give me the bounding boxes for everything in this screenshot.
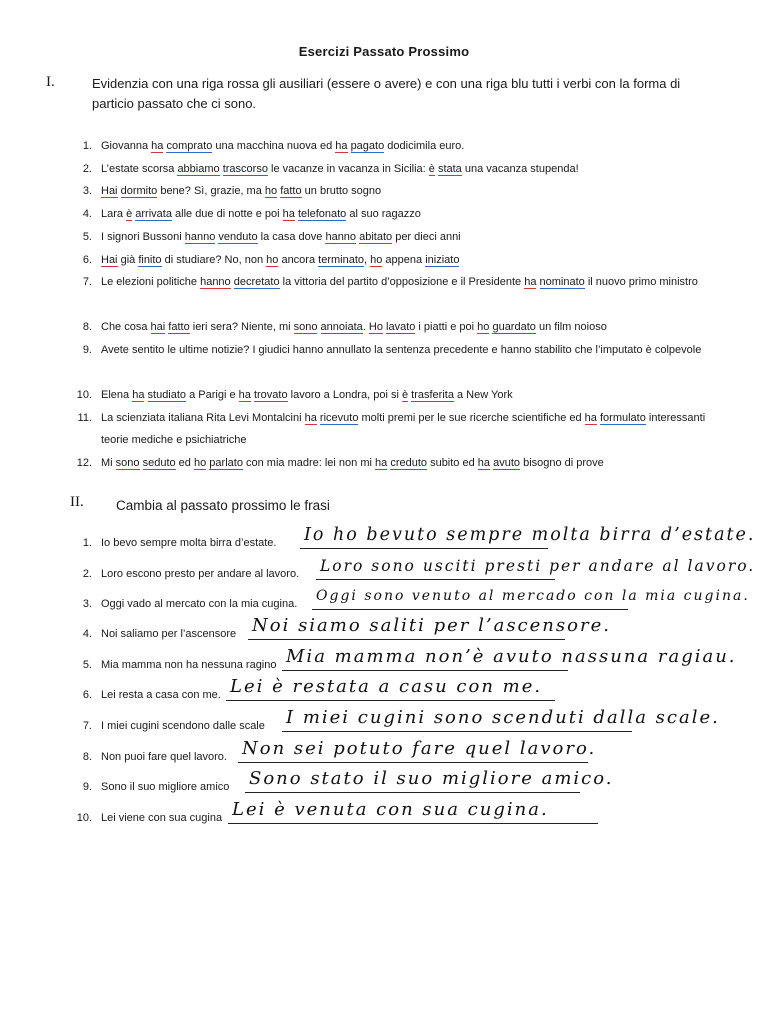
past-participle: dormito (120, 185, 158, 197)
past-participle: trovato (253, 389, 288, 401)
sentence-number: 8. (82, 321, 92, 333)
sentence-fragment (220, 163, 223, 175)
sentence-text (101, 226, 721, 248)
past-participle: ricevuto (319, 412, 359, 424)
auxiliary-verb: ho (370, 254, 383, 266)
handwritten-answer[interactable]: Sono stato il suo migliore amico. (249, 768, 614, 789)
sentence-number: 6. (82, 254, 92, 266)
answer-line (245, 792, 580, 793)
handwritten-answer[interactable]: Lei è venuta con sua cugina. (232, 799, 549, 820)
exercise-number: 9. (82, 781, 92, 793)
auxiliary-verb: ho (266, 254, 279, 266)
past-participle: finito (138, 254, 162, 266)
sentence-fragment: molti premi per le sue ricerche scientifiche ed (358, 412, 585, 424)
sentence-fragment: una macchina nuova ed (212, 140, 336, 152)
sentence-fragment: di studiare? No, non (161, 254, 267, 266)
exercise-item (0, 738, 768, 773)
past-participle: stata (437, 163, 462, 175)
sentence-fragment (387, 457, 390, 469)
auxiliary-verb: hai (150, 321, 166, 333)
exercise-item (0, 557, 768, 590)
exercise-number: 2. (82, 568, 92, 580)
sentence-text (101, 339, 721, 361)
exercise-number: 8. (82, 751, 92, 763)
sentence-fragment (163, 140, 166, 152)
sentence-fragment: . (362, 321, 369, 333)
exercise-prompt: Lei resta a casa con me. (101, 689, 221, 701)
exercise-prompt: Oggi vado al mercato con la mia cugina. (101, 598, 298, 610)
answer-line (312, 609, 628, 610)
exercise-prompt: I miei cugini scendono dalle scale (101, 720, 265, 732)
handwritten-answer[interactable]: Oggi sono venuto al mercado con la mia cugina. (316, 588, 750, 604)
past-participle: guardato (492, 321, 536, 333)
auxiliary-verb: abbiamo (177, 163, 220, 175)
auxiliary-verb: hanno (200, 276, 231, 288)
sentence-fragment: bene? Sì, grazie, ma (157, 185, 265, 197)
sentence-text (101, 203, 721, 225)
past-participle: fatto (168, 321, 190, 333)
handwritten-answer[interactable]: Non sei potuto fare quel lavoro. (242, 738, 597, 759)
handwritten-answer[interactable]: Mia mamma non’è avuto nassuna ragiau. (286, 646, 737, 667)
sentence-fragment: Elena (101, 389, 133, 401)
sentence-fragment: ieri sera? Niente, mi (189, 321, 294, 333)
past-participle: seduto (142, 457, 176, 469)
past-participle: iniziato (425, 254, 460, 266)
auxiliary-verb: Hai (101, 254, 118, 266)
sentence-fragment (165, 321, 168, 333)
exercise-prompt: Sono il suo migliore amico (101, 781, 230, 793)
sentence-number: 4. (82, 208, 92, 220)
sentence-fragment (317, 321, 320, 333)
sentence-number: 7. (82, 276, 92, 288)
sentence-number: 2. (82, 163, 92, 175)
sentence-fragment (317, 412, 320, 424)
sentence-fragment: a New York (453, 389, 513, 401)
sentence-fragment: con mia madre: lei non mi (242, 457, 375, 469)
answer-line (228, 823, 598, 824)
exercise-prompt: Mia mamma non ha nessuna ragino (101, 659, 277, 671)
exercise-prompt: Io bevo sempre molta birra d’estate. (101, 537, 277, 549)
answer-line (226, 700, 555, 701)
past-participle: pagato (350, 140, 385, 152)
sentence-text (101, 158, 721, 180)
sentence-fragment: bisogno di prove (520, 457, 604, 469)
sentence-fragment: la vittoria del partito d’opposizione e il Presidente (279, 276, 525, 288)
sentence-number: 12. (76, 457, 92, 469)
auxiliary-verb: ha (375, 457, 388, 469)
sentence-fragment (383, 321, 386, 333)
past-participle: venduto (218, 231, 258, 243)
sentence-text (101, 316, 721, 338)
sentence-fragment: ancora (278, 254, 319, 266)
exercise-number: 7. (82, 720, 92, 732)
past-participle: arrivata (135, 208, 172, 220)
sentence-fragment (536, 276, 539, 288)
sentence-fragment (132, 208, 135, 220)
past-participle: comprato (166, 140, 213, 152)
handwritten-answer[interactable]: Loro sono usciti presti per andare al lavoro. (320, 557, 756, 575)
sentence-fragment (144, 389, 147, 401)
section-1-instructions: Evidenzia con una riga rossa gli ausiliari (essere o avere) e con una riga blu tutti i verbi con la forma di particio passato che ci sono. (92, 76, 681, 111)
exercise-item (0, 646, 768, 681)
sentence-fragment: i piatti e poi (415, 321, 478, 333)
answer-line (282, 731, 632, 732)
auxiliary-verb: ha (151, 140, 164, 152)
sentence-fragment: appena (382, 254, 426, 266)
sentence-number: 10. (76, 389, 92, 401)
auxiliary-verb: è (428, 163, 435, 175)
auxiliary-verb: ha (477, 457, 491, 469)
auxiliary-verb: ha (304, 412, 317, 424)
past-participle: trasferita (411, 389, 454, 401)
exercise-item (0, 676, 768, 711)
past-participle: terminato (318, 254, 364, 266)
past-participle: decretato (233, 276, 280, 288)
handwritten-answer[interactable]: Io ho bevuto sempre molta birra d’estate. (304, 525, 756, 545)
sentence-fragment: interessanti teorie mediche e psichiatriche (101, 412, 706, 446)
exercise-number: 10. (76, 812, 92, 824)
sentence-number: 3. (82, 185, 92, 197)
sentence-fragment: Giovanna (101, 140, 152, 152)
past-participle: creduto (390, 457, 428, 469)
sentence-fragment: il nuovo primo ministro (584, 276, 698, 288)
exercise-item (0, 615, 768, 650)
auxiliary-verb: ho (264, 185, 278, 197)
sentence-text (101, 135, 721, 157)
sentence-fragment: lavoro a Londra, poi si (287, 389, 402, 401)
sentence-fragment: subito ed (427, 457, 478, 469)
sentence-fragment (251, 389, 254, 401)
sentence-fragment: alle due di notte e poi (171, 208, 283, 220)
exercise-number: 6. (82, 689, 92, 701)
answer-line (300, 548, 548, 549)
sentence-text (101, 452, 721, 474)
sentence-fragment (231, 276, 234, 288)
sentence-text (101, 271, 721, 293)
sentence-fragment: Avete sentito le ultime notizie? I giudici hanno annullato la sentenza precedente e hanno stabilito che l’imputato è colpevole (101, 344, 702, 356)
auxiliary-verb: hanno (325, 231, 357, 243)
auxiliary-verb: ho (477, 321, 490, 333)
sentence-fragment: Che cosa (101, 321, 151, 333)
auxiliary-verb: ha (238, 389, 251, 401)
sentence-fragment: La scienziata italiana Rita Levi Montalcini (101, 412, 305, 424)
sentence-fragment (118, 185, 121, 197)
sentence-fragment: , (364, 254, 371, 266)
sentence-fragment (206, 457, 209, 469)
auxiliary-verb: Ho (368, 321, 383, 333)
section-1-number: I. (46, 74, 55, 90)
exercise-prompt: Non puoi fare quel lavoro. (101, 751, 227, 763)
sentence-fragment: Le elezioni politiche (101, 276, 201, 288)
exercise-number: 1. (82, 537, 92, 549)
sentence-number: 5. (82, 231, 92, 243)
auxiliary-verb: ha (132, 389, 145, 401)
past-participle: annoiata (320, 321, 363, 333)
sentence-fragment: per dieci anni (392, 231, 461, 243)
auxiliary-verb: ha (282, 208, 295, 220)
sentence-text (101, 180, 721, 202)
past-participle: trascorso (222, 163, 268, 175)
past-participle: studiato (147, 389, 187, 401)
exercise-item (0, 768, 768, 803)
worksheet-title: Esercizi Passato Prossimo (298, 44, 470, 59)
sentence-fragment: già (117, 254, 139, 266)
sentence-number: 1. (82, 140, 92, 152)
sentence-fragment: al suo ragazzo (346, 208, 421, 220)
past-participle: formulato (599, 412, 646, 424)
auxiliary-verb: ho (193, 457, 207, 469)
sentence-fragment (295, 208, 298, 220)
auxiliary-verb: è (126, 208, 133, 220)
auxiliary-verb: ha (584, 412, 597, 424)
exercise-prompt: Lei viene con sua cugina (101, 812, 223, 824)
sentence-fragment: I signori Bussoni (101, 231, 185, 243)
sentence-number: 11. (77, 412, 92, 424)
past-participle: abitato (359, 231, 393, 243)
exercise-prompt: Loro escono presto per andare al lavoro. (101, 568, 300, 580)
auxiliary-verb: hanno (184, 231, 216, 243)
sentence-fragment (490, 457, 493, 469)
sentence-fragment (408, 389, 411, 401)
answer-line (316, 579, 555, 580)
section-2-instructions: Cambia al passato prossimo le frasi (116, 498, 330, 513)
answer-line (282, 670, 568, 671)
sentence-fragment (348, 140, 351, 152)
sentence-fragment: un film noioso (535, 321, 607, 333)
handwritten-answer[interactable]: I miei cugini sono scenduti dalla scale. (286, 707, 720, 728)
sentence-fragment: L’estate scorsa (101, 163, 178, 175)
auxiliary-verb: sono (293, 321, 318, 333)
answer-line (238, 762, 588, 763)
auxiliary-verb: ha (335, 140, 348, 152)
exercise-item (0, 707, 768, 742)
sentence-fragment (489, 321, 492, 333)
sentence-fragment: a Parigi e (186, 389, 239, 401)
sentence-fragment: una vacanza stupenda! (461, 163, 579, 175)
past-participle: lavato (386, 321, 416, 333)
sentence-fragment (597, 412, 600, 424)
auxiliary-verb: sono (115, 457, 140, 469)
sentence-fragment (435, 163, 438, 175)
exercise-number: 5. (82, 659, 92, 671)
sentence-fragment (140, 457, 143, 469)
sentence-fragment: Mi (101, 457, 116, 469)
sentence-text (101, 384, 721, 406)
sentence-fragment: ed (175, 457, 194, 469)
past-participle: avuto (493, 457, 521, 469)
auxiliary-verb: è (401, 389, 409, 401)
past-participle: parlato (209, 457, 243, 469)
auxiliary-verb: Hai (101, 185, 118, 197)
exercise-item (0, 525, 768, 559)
sentence-number: 9. (82, 344, 92, 356)
sentence-fragment: le vacanze in vacanza in Sicilia: (267, 163, 429, 175)
exercise-item (0, 799, 768, 834)
exercise-prompt: Noi saliamo per l’ascensore (101, 628, 237, 640)
handwritten-answer[interactable]: Noi siamo saliti per l’ascensore. (252, 615, 611, 636)
past-participle: fatto (280, 185, 302, 197)
exercise-number: 3. (82, 598, 92, 610)
answer-line (248, 639, 565, 640)
section-2-number: II. (70, 494, 84, 510)
sentence-fragment: la casa dove (257, 231, 326, 243)
sentence-text (101, 407, 721, 451)
sentence-fragment (215, 231, 218, 243)
sentence-text (101, 249, 721, 271)
past-participle: nominato (539, 276, 585, 288)
sentence-fragment: dodicimila euro. (384, 140, 465, 152)
sentence-fragment (356, 231, 359, 243)
sentence-fragment: Lara (101, 208, 127, 220)
exercise-number: 4. (82, 628, 92, 640)
sentence-fragment: un brutto sogno (301, 185, 382, 197)
sentence-fragment (277, 185, 280, 197)
handwritten-answer[interactable]: Lei è restata a casu con me. (230, 676, 543, 697)
past-participle: telefonato (297, 208, 347, 220)
auxiliary-verb: ha (524, 276, 537, 288)
exercise-item (0, 588, 768, 620)
